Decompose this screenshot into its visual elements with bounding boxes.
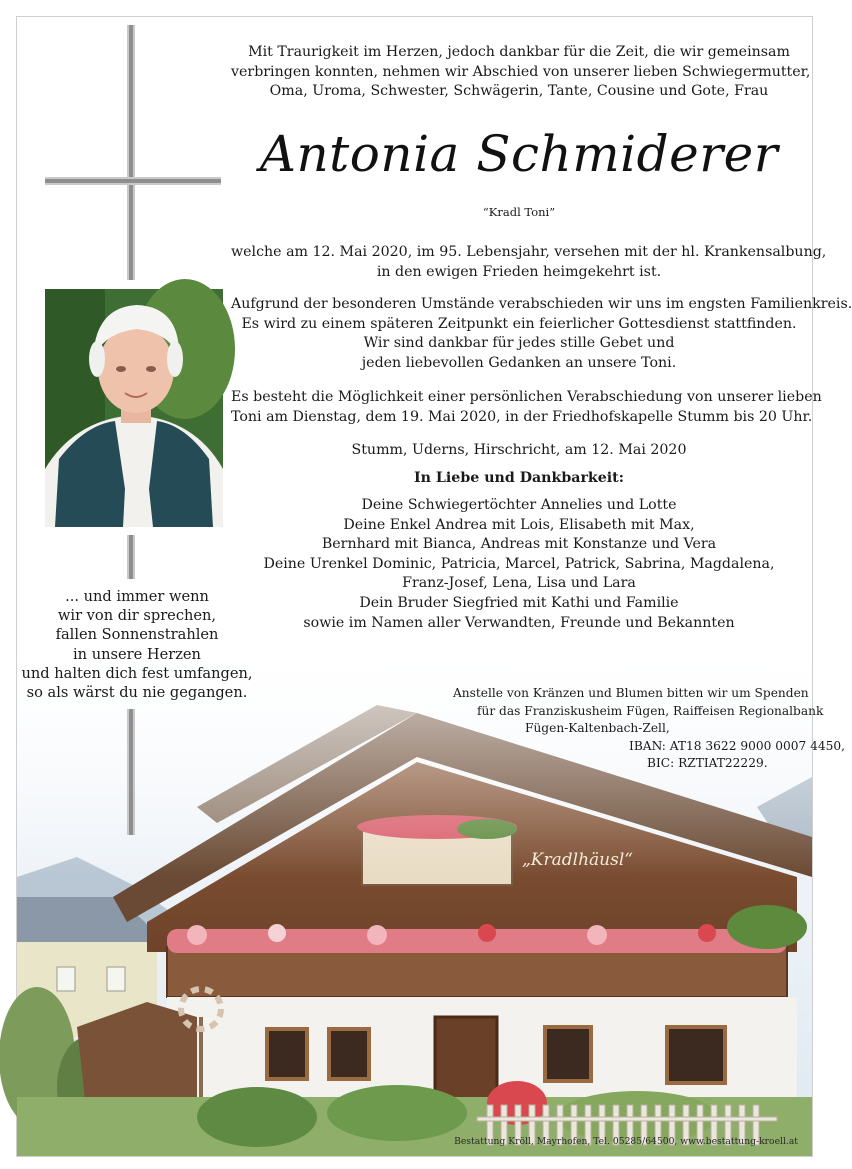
deceased-name: Antonia Schmiderer [259, 125, 779, 183]
cross-line-segment [127, 709, 135, 835]
intro-line: verbringen konnten, nehmen wir Abschied von unserer lieben Schwiegermutter, [231, 63, 811, 80]
family-line: sowie im Namen aller Verwandten, Freunde und Bekannten [303, 614, 735, 631]
portrait-photo [45, 289, 223, 527]
window [329, 1029, 369, 1079]
poem-line: ... und immer wenn [65, 588, 209, 605]
window [267, 1029, 307, 1079]
intro-line: Mit Traurigkeit im Herzen, jedoch dankbar für die Zeit, die wir gemeinsam [248, 44, 790, 60]
poem-line: fallen Sonnenstrahlen [55, 626, 219, 644]
viewing-notice [231, 388, 822, 427]
poem-line: und halten dich fest umfangen, [21, 664, 253, 682]
intro-line: Oma, Uroma, Schwester, Schwägerin, Tante, Cousine und Gote, Frau [269, 83, 769, 100]
poem-line: so als wärst du nie gegangen. [26, 684, 248, 702]
balcony-flowers [167, 929, 787, 953]
family-line: Deine Urenkel Dominic, Patricia, Marcel, Patrick, Sabrina, Magdalena, [263, 555, 775, 572]
family-line: Bernhard mit Bianca, Andreas mit Konstanze und Vera [321, 536, 717, 553]
lower-balcony [167, 947, 787, 997]
family-line: Dein Bruder Siegfried mit Kathi und Familie [359, 594, 679, 611]
text-line: Es besteht die Möglichkeit einer persönlichen Verabschiedung von unserer lieben [231, 389, 822, 405]
love-heading: In Liebe und Dankbarkeit: [414, 470, 624, 486]
family-line: Franz-Josef, Lena, Lisa und Lara [402, 575, 636, 592]
window [667, 1027, 725, 1083]
cross-horizontal-bar [45, 177, 221, 185]
iban: IBAN: AT18 3622 9000 0007 4450, [629, 738, 845, 753]
family-list [231, 496, 807, 633]
text-line: Wir sind dankbar für jedes stille Gebet und [363, 335, 675, 352]
death-notice [231, 243, 827, 282]
poem-line: in unsere Herzen [73, 645, 201, 663]
donation-line: Anstelle von Kränzen und Blumen bitten wir um Spenden [453, 686, 809, 700]
text-line: Toni am Dienstag, dem 19. Mai 2020, in der Friedhofskapelle Stumm bis 20 Uhr. [231, 408, 813, 425]
text-line: in den ewigen Frieden heimgekehrt ist. [376, 263, 662, 280]
poem-line: wir von dir sprechen, [57, 607, 217, 625]
family-line: Deine Schwiegertöchter Annelies und Lotte [361, 497, 677, 513]
donation-line: Fügen-Kaltenbach-Zell, [525, 721, 670, 735]
cross-vertical-bar [127, 25, 135, 280]
intro-text [231, 43, 811, 102]
bic: BIC: RZTIAT22229. [647, 756, 768, 770]
poem [21, 587, 253, 702]
place-date: Stumm, Uderns, Hirschricht, am 12. Mai 2020 [351, 442, 687, 458]
nickname: “Kradl Toni” [482, 205, 556, 219]
donation-line: für das Franziskusheim Fügen, Raiffeisen Regionalbank [477, 703, 824, 718]
farewell-notice [231, 295, 852, 373]
family-line: Deine Enkel Andrea mit Lois, Elisabeth mit Max, [343, 516, 695, 533]
obituary-page [16, 16, 852, 1157]
cross-line-segment [127, 535, 135, 579]
window [545, 1027, 591, 1081]
text-line: welche am 12. Mai 2020, im 95. Lebensjahr, versehen mit der hl. Krankensalbung, [231, 244, 827, 260]
donation-notice [445, 685, 845, 773]
text-line: Es wird zu einem späteren Zeitpunkt ein feierlicher Gottesdienst stattfinden. [241, 315, 797, 332]
text-line: Aufgrund der besonderen Umstände verabschieden wir uns im engsten Familienkreis. [231, 296, 852, 312]
text-line: jeden liebevollen Gedanken an unsere Toni. [361, 354, 677, 371]
funeral-home-footer: Bestattung Kröll, Mayrhofen, Tel. 05285/64500, www.bestattung-kroell.at [454, 1136, 798, 1147]
